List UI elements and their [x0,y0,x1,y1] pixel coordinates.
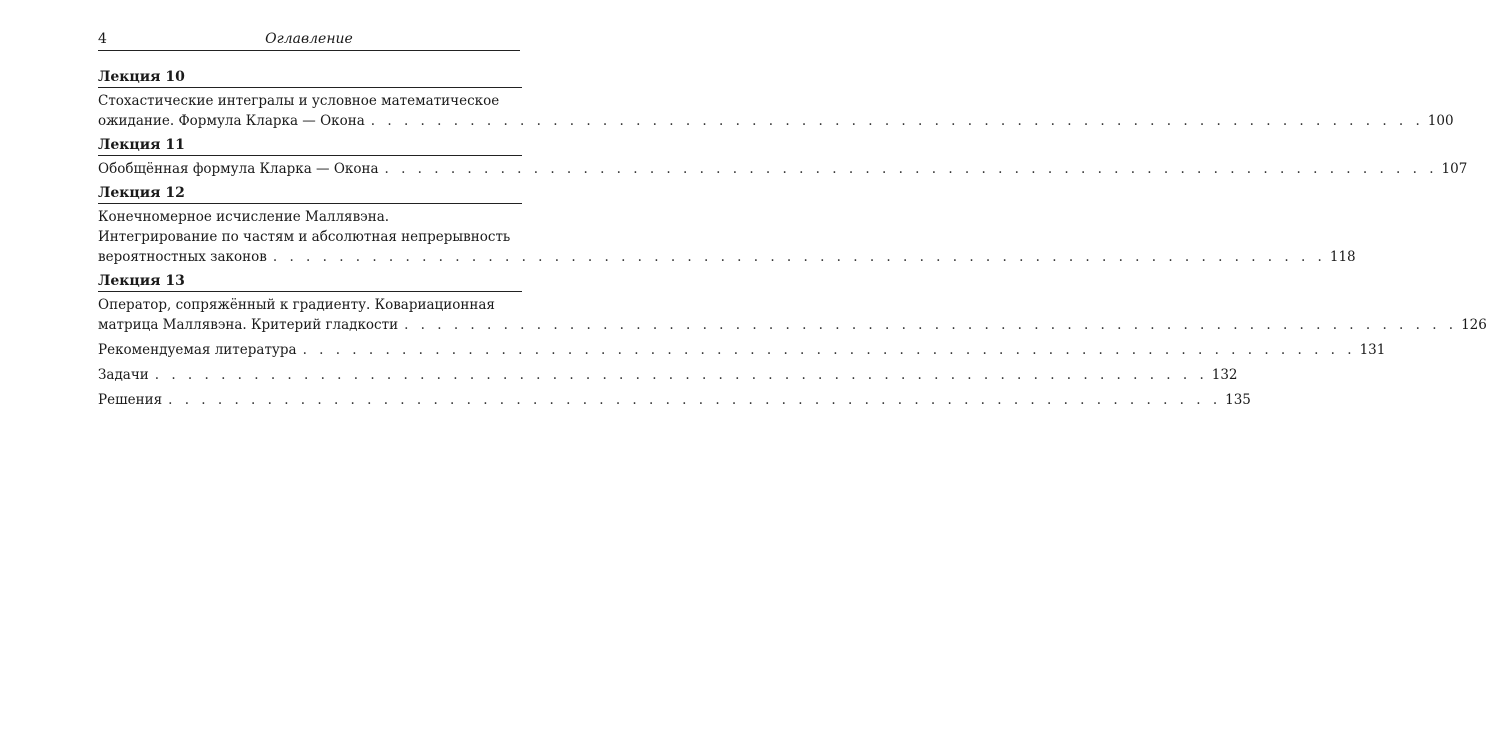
toc-entry-text: Рекомендуемая литература [98,342,297,358]
lecture-heading: Лекция 10 [98,69,522,88]
toc-entry[interactable] [98,111,1454,131]
toc-entry-line: Конечномерное исчисление Маллявэна. [98,209,390,225]
toc-page-number: 126 [1461,317,1487,333]
toc-entry-text: ожидание. Формула Кларка — Окона [98,113,365,129]
toc-entry-text: вероятностных законов [98,249,267,265]
toc-entry[interactable] [98,159,1468,179]
toc-entry-text: Обобщённая формула Кларка — Окона [98,161,379,177]
toc-entry-line: Интегрирование по частям и абсолютная непрерывность [98,229,511,245]
page-number: 4 [98,31,107,47]
toc-entry-text: Решения [98,392,163,408]
dot-leader: . . . . . . . . . . . . . . . . . . . . . . . . . . . . . . . . . . . . . . . . . . . . . . . . . . . . . . . . . . . . . . . . [404,317,1458,333]
toc-entry[interactable] [98,315,1487,335]
toc-page-number: 135 [1225,392,1251,408]
toc-page-number: 132 [1211,367,1238,383]
toc-entry-references[interactable] [98,340,1386,360]
dot-leader: . . . . . . . . . . . . . . . . . . . . . . . . . . . . . . . . . . . . . . . . . . . . . . . . . . . . . . . . . . . . . . . . [302,342,1356,358]
dot-leader: . . . . . . . . . . . . . . . . . . . . . . . . . . . . . . . . . . . . . . . . . . . . . . . . . . . . . . . . . . . . . . . . [168,392,1222,408]
toc-entry-problems[interactable] [98,365,1238,385]
toc-entry-line: Стохастические интегралы и условное математическое [98,93,500,109]
toc-page-number: 118 [1329,249,1356,265]
toc-section-lecture-10 [98,69,1454,131]
toc-entry-text: матрица Маллявэна. Критерий гладкости [98,317,399,333]
toc-page-number: 107 [1441,161,1468,177]
dot-leader: . . . . . . . . . . . . . . . . . . . . . . . . . . . . . . . . . . . . . . . . . . . . . . . . . . . . . . . . . . . . . . . . [384,161,1438,177]
lecture-heading: Лекция 12 [98,185,522,204]
toc-page-number: 131 [1359,342,1386,358]
dot-leader: . . . . . . . . . . . . . . . . . . . . . . . . . . . . . . . . . . . . . . . . . . . . . . . . . . . . . . . . . . . . . . . . [154,367,1208,383]
running-title: Оглавление [265,31,353,47]
dot-leader: . . . . . . . . . . . . . . . . . . . . . . . . . . . . . . . . . . . . . . . . . . . . . . . . . . . . . . . . . . . . . . . . [272,249,1326,265]
toc-entry-solutions[interactable] [98,390,1251,410]
dot-leader: . . . . . . . . . . . . . . . . . . . . . . . . . . . . . . . . . . . . . . . . . . . . . . . . . . . . . . . . . . . . . . . . [370,113,1424,129]
lecture-heading: Лекция 13 [98,273,522,292]
lecture-heading: Лекция 11 [98,137,522,156]
toc-page-number: 100 [1427,113,1454,129]
toc-section-lecture-12 [98,185,1356,267]
toc-entry-line: Оператор, сопряжённый к градиенту. Ковариационная [98,297,495,313]
toc-section-lecture-13 [98,273,1487,335]
toc-entry-text: Задачи [98,367,149,383]
toc-section-lecture-11 [98,137,1468,179]
toc-entry[interactable] [98,247,1356,267]
running-header [98,30,520,51]
table-of-contents [98,69,1487,410]
